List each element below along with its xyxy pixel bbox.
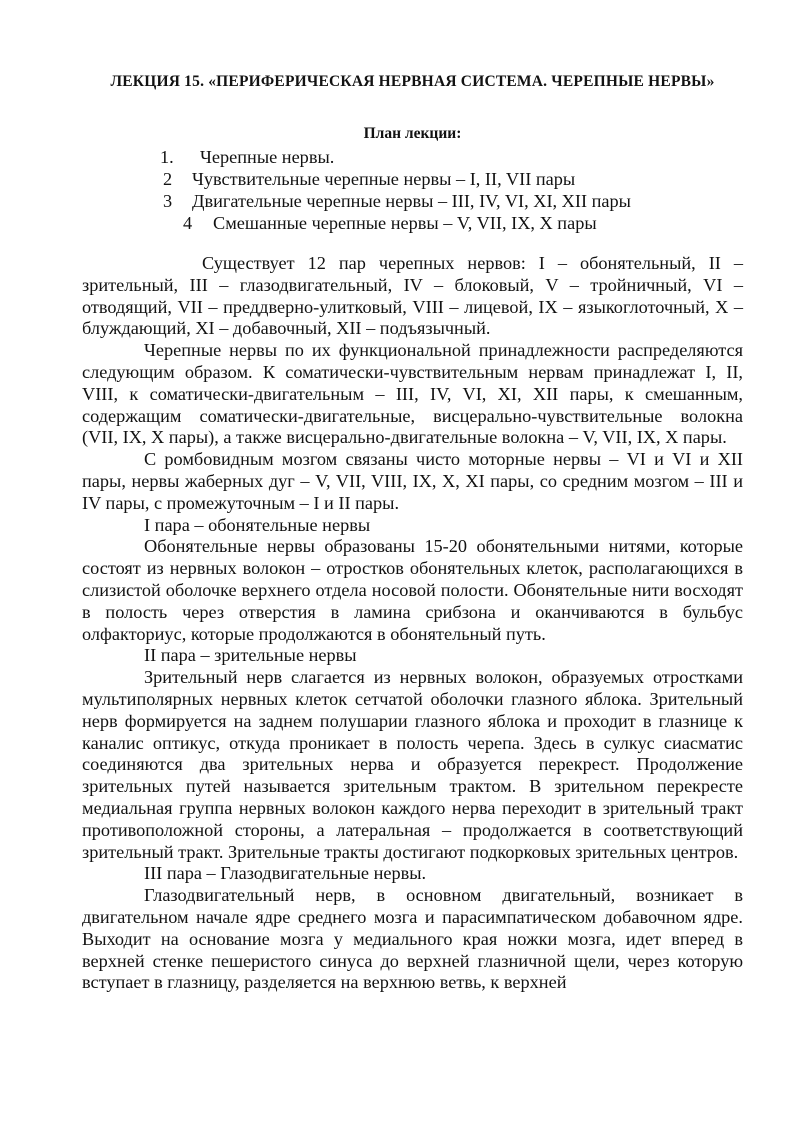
plan-item-3-marker: 3	[163, 191, 173, 211]
document-title: ЛЕКЦИЯ 15. «ПЕРИФЕРИЧЕСКАЯ НЕРВНАЯ СИСТЕМА. ЧЕРЕПНЫЕ НЕРВЫ»	[110, 73, 715, 90]
subheading-pair-2: II пара – зрительные нервы	[144, 645, 357, 666]
plan-list	[82, 146, 743, 234]
paragraph-classification: Черепные нервы по их функциональной принадлежности распределяются следующим образом. К соматически-чувствительным нервам принадлежат I, II, VIII, к соматически-двигательным – III, IV, VI, XI, XII пары, к смешанным, содержащим соматически-двигательные, висцерально-чувствительные волокна (VII, IX, X пары), а также висцерально-двигательные волокна – V, VII, IX, X пары.	[82, 340, 743, 448]
plan-item-4	[82, 212, 743, 234]
plan-item-2	[82, 168, 743, 190]
plan-item-4-label: Смешанные черепные нервы – V, VII, IX, X пары	[213, 213, 597, 233]
plan-item-4-marker: 4	[183, 213, 193, 233]
subheading-pair-3: III пара – Глазодвигательные нервы.	[144, 863, 427, 884]
plan-item-3	[82, 190, 743, 212]
plan-item-1-marker: 1.	[160, 147, 174, 167]
plan-item-2-label: Чувствительные черепные нервы – I, II, VII пары	[192, 169, 576, 189]
plan-item-1-label: Черепные нервы.	[200, 147, 335, 167]
plan-heading: План лекции:	[363, 125, 462, 142]
subheading-pair-1: I пара – обонятельные нервы	[144, 514, 371, 535]
paragraph-olfactory-nerves: Обонятельные нервы образованы 15-20 обонятельными нитями, которые состоят из нервных волокон – отростков обонятельных клеток, располагающихся в слизистой оболочке верхнего отдела носовой полости. Обонятельные нити восходят в полость через отверстия в ламина срибзона и оканчиваются в бульбус олфакториус, которые продолжаются в обонятельный путь.	[82, 536, 743, 644]
plan-item-2-marker: 2	[163, 169, 173, 189]
body-text	[82, 253, 743, 994]
paragraph-brain-regions: С ромбовидным мозгом связаны чисто моторные нервы – VI и VI и XII пары, нервы жаберных дуг – V, VII, VIII, IX, X, XI пары, со средним мозгом – III и IV пары, с промежуточным – I и II пары.	[82, 449, 743, 513]
plan-item-3-label: Двигательные черепные нервы – III, IV, VI, XI, XII пары	[192, 191, 631, 211]
paragraph-intro: Существует 12 пар черепных нервов: I – обонятельный, II – зрительный, III – глазодвигательный, IV – блоковый, V – тройничный, VI – отводящий, VII – преддверно-улитковый, VIII – лицевой, IX – языкоглоточный, X – блуждающий, XI – добавочный, XII – подъязычный.	[82, 253, 743, 339]
paragraph-oculomotor-nerves: Глазодвигательный нерв, в основном двигательный, возникает в двигательном начале ядре среднего мозга и парасимпатическом добавочном ядре. Выходит на основание мозга у медиального края ножки мозга, идет вперед в верхней стенке пешеристого синуса до верхней глазничной щели, через которую вступает в глазницу, разделяется на верхнюю ветвь, к верхней	[82, 885, 743, 993]
paragraph-optic-nerves: Зрительный нерв слагается из нервных волокон, образуемых отростками мультиполярных нервных клеток сетчатой оболочки глазного яблока. Зрительный нерв формируется на заднем полушарии глазного яблока и проходит в глазнице к каналис оптикус, откуда проникает в полость черепа. Здесь в сулкус сиасматис соединяются два зрительных нерва и образуется перекрест. Продолжение зрительных путей называется зрительным трактом. В зрительном перекресте медиальная группа нервных волокон каждого нерва переходит в зрительный тракт противоположной стороны, а латеральная – продолжается в соответствующий зрительный тракт. Зрительные тракты достигают подкорковых зрительных центров.	[82, 667, 743, 862]
plan-item-1	[82, 146, 743, 168]
